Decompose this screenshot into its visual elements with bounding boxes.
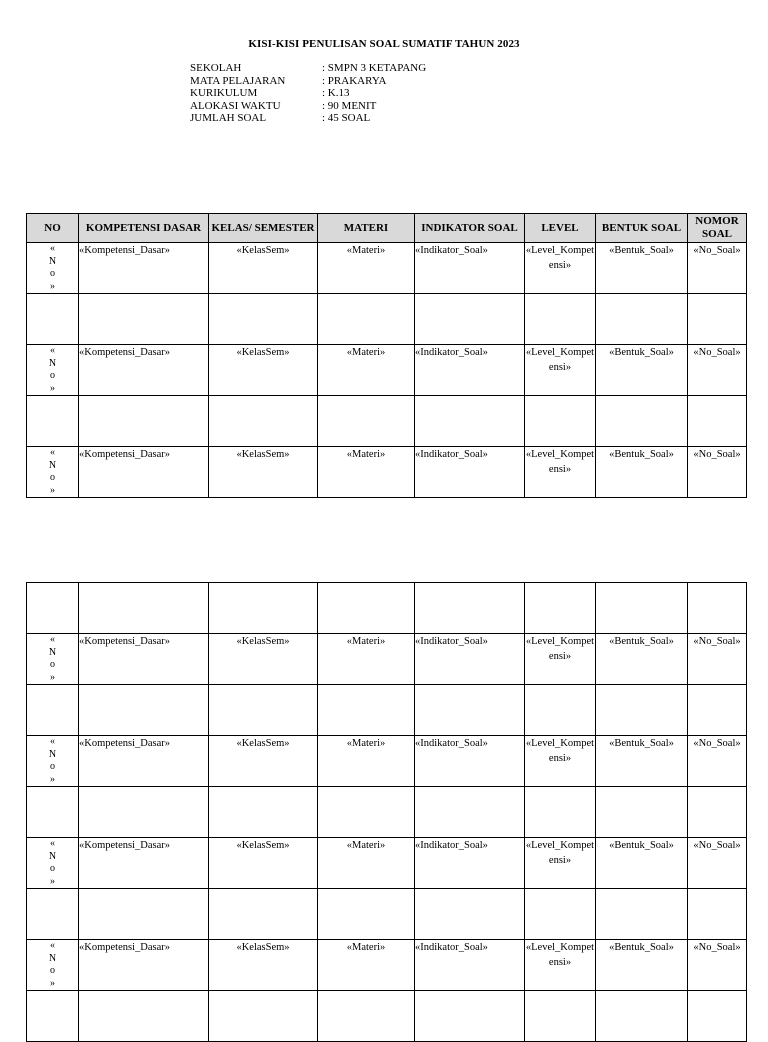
table-row-empty bbox=[27, 396, 747, 447]
cell-materi bbox=[318, 736, 415, 787]
cell-level-text: «Level_Kompetensi» bbox=[525, 840, 595, 866]
cell-level-text: «Level_Kompetensi» bbox=[525, 347, 595, 373]
cell-kompetensi-dasar bbox=[79, 345, 209, 396]
cell-indikator-soal-text: «Indikator_Soal» bbox=[415, 636, 488, 647]
header-indikator-soal: INDIKATOR SOAL bbox=[415, 214, 525, 243]
header-kelas-semester: KELAS/ SEMESTER bbox=[209, 214, 318, 243]
cell-kompetensi-dasar-text: «Kompetensi_Dasar» bbox=[79, 347, 170, 358]
cell-materi bbox=[318, 838, 415, 889]
cell-empty bbox=[79, 583, 209, 634]
cell-indikator-soal-text: «Indikator_Soal» bbox=[415, 840, 488, 851]
cell-no bbox=[27, 243, 79, 294]
cell-nomor-soal bbox=[688, 736, 747, 787]
cell-no-char: » bbox=[50, 671, 55, 683]
cell-empty bbox=[688, 396, 747, 447]
cell-indikator-soal bbox=[415, 634, 525, 685]
cell-level bbox=[525, 345, 596, 396]
cell-nomor-soal-text: «No_Soal» bbox=[693, 738, 741, 749]
cell-empty bbox=[318, 889, 415, 940]
cell-nomor-soal-text: «No_Soal» bbox=[693, 636, 741, 647]
cell-kompetensi-dasar-text: «Kompetensi_Dasar» bbox=[79, 636, 170, 647]
cell-empty bbox=[79, 685, 209, 736]
cell-empty bbox=[688, 294, 747, 345]
info-label: KURIKULUM bbox=[190, 87, 258, 99]
table-row bbox=[27, 838, 747, 889]
cell-no-char: « bbox=[50, 345, 55, 356]
cell-empty bbox=[415, 991, 525, 1042]
cell-empty bbox=[27, 583, 79, 634]
cell-no-char: N bbox=[48, 952, 57, 964]
cell-level bbox=[525, 634, 596, 685]
cell-indikator-soal bbox=[415, 243, 525, 294]
cell-empty bbox=[209, 991, 318, 1042]
cell-empty bbox=[318, 991, 415, 1042]
cell-kompetensi-dasar bbox=[79, 243, 209, 294]
cell-empty bbox=[318, 787, 415, 838]
cell-empty bbox=[79, 991, 209, 1042]
cell-no-char: » bbox=[50, 484, 55, 496]
header-materi: MATERI bbox=[318, 214, 415, 243]
kisi-kisi-table-page1 bbox=[26, 213, 747, 498]
cell-kelas-semester bbox=[209, 243, 318, 294]
cell-level bbox=[525, 940, 596, 991]
table-row bbox=[27, 447, 747, 498]
cell-no-char: N bbox=[48, 748, 57, 760]
cell-empty bbox=[525, 787, 596, 838]
cell-empty bbox=[27, 787, 79, 838]
cell-empty bbox=[318, 396, 415, 447]
cell-no-char: o bbox=[50, 370, 55, 381]
cell-kompetensi-dasar bbox=[79, 838, 209, 889]
cell-empty bbox=[209, 294, 318, 345]
cell-empty bbox=[209, 583, 318, 634]
cell-empty bbox=[27, 294, 79, 345]
table-row-empty bbox=[27, 991, 747, 1042]
cell-empty bbox=[209, 396, 318, 447]
cell-indikator-soal bbox=[415, 736, 525, 787]
info-value: : PRAKARYA bbox=[322, 74, 387, 87]
document-info bbox=[190, 62, 426, 125]
info-value: : 45 SOAL bbox=[322, 112, 371, 124]
cell-kompetensi-dasar bbox=[79, 447, 209, 498]
cell-materi-text: «Materi» bbox=[346, 245, 386, 256]
cell-kelas-semester-text: «KelasSem» bbox=[236, 942, 290, 953]
cell-empty bbox=[688, 889, 747, 940]
cell-empty bbox=[596, 396, 688, 447]
info-label: ALOKASI WAKTU bbox=[190, 99, 281, 112]
cell-bentuk-soal bbox=[596, 634, 688, 685]
cell-indikator-soal bbox=[415, 447, 525, 498]
cell-no-char: N bbox=[48, 850, 57, 862]
cell-materi-text: «Materi» bbox=[346, 636, 386, 647]
cell-empty bbox=[525, 583, 596, 634]
cell-materi-text: «Materi» bbox=[346, 840, 386, 851]
kisi-kisi-table-page2 bbox=[26, 582, 747, 1042]
cell-level-text: «Level_Kompetensi» bbox=[525, 738, 595, 764]
cell-level bbox=[525, 736, 596, 787]
cell-empty bbox=[318, 685, 415, 736]
cell-no-char: N bbox=[48, 646, 57, 658]
cell-no-char: » bbox=[50, 382, 55, 394]
cell-empty bbox=[318, 583, 415, 634]
info-row-alokasi-waktu bbox=[190, 100, 426, 113]
cell-no-char: N bbox=[48, 357, 57, 369]
table-row bbox=[27, 345, 747, 396]
cell-kompetensi-dasar-text: «Kompetensi_Dasar» bbox=[79, 840, 170, 851]
cell-no bbox=[27, 736, 79, 787]
cell-kelas-semester-text: «KelasSem» bbox=[236, 840, 290, 851]
info-value: : K.13 bbox=[322, 87, 350, 99]
cell-materi-text: «Materi» bbox=[346, 942, 386, 953]
cell-empty bbox=[79, 787, 209, 838]
table-row-empty bbox=[27, 294, 747, 345]
cell-nomor-soal bbox=[688, 345, 747, 396]
cell-kelas-semester bbox=[209, 345, 318, 396]
cell-materi bbox=[318, 345, 415, 396]
table-row bbox=[27, 736, 747, 787]
table-row-empty bbox=[27, 685, 747, 736]
cell-no-char: o bbox=[50, 863, 55, 874]
header-nomor-soal: NOMOR SOAL bbox=[688, 214, 747, 243]
cell-empty bbox=[688, 991, 747, 1042]
cell-nomor-soal-text: «No_Soal» bbox=[693, 245, 741, 256]
cell-kelas-semester bbox=[209, 447, 318, 498]
table-row-empty bbox=[27, 583, 747, 634]
cell-bentuk-soal bbox=[596, 940, 688, 991]
cell-empty bbox=[79, 294, 209, 345]
cell-empty bbox=[525, 685, 596, 736]
cell-no-char: « bbox=[50, 634, 55, 645]
info-row-kurikulum bbox=[190, 87, 426, 100]
table-row bbox=[27, 243, 747, 294]
cell-kelas-semester-text: «KelasSem» bbox=[236, 347, 290, 358]
cell-empty bbox=[688, 583, 747, 634]
document-title: KISI-KISI PENULISAN SOAL SUMATIF TAHUN 2023 bbox=[248, 38, 520, 50]
table-row-empty bbox=[27, 787, 747, 838]
cell-empty bbox=[27, 889, 79, 940]
cell-no-char: N bbox=[48, 459, 57, 471]
cell-kompetensi-dasar-text: «Kompetensi_Dasar» bbox=[79, 738, 170, 749]
cell-empty bbox=[525, 991, 596, 1042]
cell-indikator-soal-text: «Indikator_Soal» bbox=[415, 245, 488, 256]
cell-materi bbox=[318, 940, 415, 991]
cell-indikator-soal bbox=[415, 940, 525, 991]
cell-empty bbox=[596, 685, 688, 736]
cell-bentuk-soal bbox=[596, 838, 688, 889]
cell-no-char: » bbox=[50, 977, 55, 989]
cell-no-char: « bbox=[50, 838, 55, 849]
cell-level bbox=[525, 447, 596, 498]
cell-materi bbox=[318, 243, 415, 294]
cell-bentuk-soal bbox=[596, 447, 688, 498]
cell-no-char: » bbox=[50, 280, 55, 292]
cell-no-char: o bbox=[50, 268, 55, 279]
cell-indikator-soal-text: «Indikator_Soal» bbox=[415, 347, 488, 358]
cell-no bbox=[27, 634, 79, 685]
cell-materi-text: «Materi» bbox=[346, 738, 386, 749]
cell-empty bbox=[415, 294, 525, 345]
cell-nomor-soal-text: «No_Soal» bbox=[693, 840, 741, 851]
cell-kelas-semester bbox=[209, 736, 318, 787]
cell-empty bbox=[415, 583, 525, 634]
cell-kelas-semester-text: «KelasSem» bbox=[236, 636, 290, 647]
cell-no-char: N bbox=[48, 255, 57, 267]
table-row bbox=[27, 940, 747, 991]
cell-indikator-soal bbox=[415, 838, 525, 889]
cell-no-char: « bbox=[50, 736, 55, 747]
cell-bentuk-soal-text: «Bentuk_Soal» bbox=[609, 245, 674, 256]
table-row bbox=[27, 634, 747, 685]
cell-empty bbox=[415, 787, 525, 838]
cell-bentuk-soal bbox=[596, 345, 688, 396]
table-row-empty bbox=[27, 889, 747, 940]
cell-empty bbox=[415, 396, 525, 447]
cell-no-char: « bbox=[50, 447, 55, 458]
cell-nomor-soal-text: «No_Soal» bbox=[693, 347, 741, 358]
cell-nomor-soal-text: «No_Soal» bbox=[693, 449, 741, 460]
cell-kompetensi-dasar-text: «Kompetensi_Dasar» bbox=[79, 942, 170, 953]
info-value: : 90 MENIT bbox=[322, 99, 377, 112]
cell-materi bbox=[318, 447, 415, 498]
cell-no bbox=[27, 940, 79, 991]
info-row-jumlah-soal bbox=[190, 112, 426, 125]
cell-no-char: o bbox=[50, 659, 55, 670]
cell-indikator-soal-text: «Indikator_Soal» bbox=[415, 738, 488, 749]
cell-empty bbox=[596, 583, 688, 634]
cell-no-char: « bbox=[50, 940, 55, 951]
cell-indikator-soal-text: «Indikator_Soal» bbox=[415, 449, 488, 460]
cell-kompetensi-dasar bbox=[79, 634, 209, 685]
cell-nomor-soal bbox=[688, 447, 747, 498]
cell-kelas-semester-text: «KelasSem» bbox=[236, 738, 290, 749]
cell-kelas-semester bbox=[209, 634, 318, 685]
cell-no-char: o bbox=[50, 965, 55, 976]
cell-indikator-soal bbox=[415, 345, 525, 396]
header-kompetensi-dasar: KOMPETENSI DASAR bbox=[79, 214, 209, 243]
info-row-sekolah bbox=[190, 62, 426, 75]
cell-empty bbox=[318, 294, 415, 345]
cell-no-char: » bbox=[50, 773, 55, 785]
cell-kelas-semester bbox=[209, 940, 318, 991]
table-body-page2 bbox=[27, 583, 747, 1042]
cell-level-text: «Level_Kompetensi» bbox=[525, 449, 595, 475]
cell-nomor-soal-text: «No_Soal» bbox=[693, 942, 741, 953]
cell-no-char: » bbox=[50, 875, 55, 887]
cell-no-char: « bbox=[50, 243, 55, 254]
cell-kompetensi-dasar-text: «Kompetensi_Dasar» bbox=[79, 449, 170, 460]
header-no: NO bbox=[27, 214, 79, 243]
cell-bentuk-soal-text: «Bentuk_Soal» bbox=[609, 840, 674, 851]
cell-empty bbox=[688, 787, 747, 838]
cell-empty bbox=[596, 889, 688, 940]
header-level: LEVEL bbox=[525, 214, 596, 243]
cell-level bbox=[525, 838, 596, 889]
cell-empty bbox=[209, 685, 318, 736]
cell-empty bbox=[525, 294, 596, 345]
cell-indikator-soal-text: «Indikator_Soal» bbox=[415, 942, 488, 953]
cell-no bbox=[27, 447, 79, 498]
cell-nomor-soal bbox=[688, 838, 747, 889]
cell-no-char: o bbox=[50, 761, 55, 772]
cell-level bbox=[525, 243, 596, 294]
cell-empty bbox=[525, 889, 596, 940]
cell-empty bbox=[27, 396, 79, 447]
cell-no bbox=[27, 345, 79, 396]
cell-bentuk-soal bbox=[596, 736, 688, 787]
cell-bentuk-soal-text: «Bentuk_Soal» bbox=[609, 636, 674, 647]
cell-empty bbox=[415, 889, 525, 940]
cell-level-text: «Level_Kompetensi» bbox=[525, 636, 595, 662]
cell-no bbox=[27, 838, 79, 889]
cell-empty bbox=[688, 685, 747, 736]
cell-nomor-soal bbox=[688, 940, 747, 991]
table-body-page1 bbox=[27, 243, 747, 498]
cell-level-text: «Level_Kompetensi» bbox=[525, 245, 595, 271]
cell-materi-text: «Materi» bbox=[346, 449, 386, 460]
cell-kelas-semester-text: «KelasSem» bbox=[236, 245, 290, 256]
cell-empty bbox=[209, 787, 318, 838]
cell-bentuk-soal-text: «Bentuk_Soal» bbox=[609, 347, 674, 358]
cell-empty bbox=[525, 396, 596, 447]
cell-empty bbox=[596, 991, 688, 1042]
cell-empty bbox=[209, 889, 318, 940]
cell-nomor-soal bbox=[688, 243, 747, 294]
cell-bentuk-soal bbox=[596, 243, 688, 294]
cell-empty bbox=[415, 685, 525, 736]
cell-empty bbox=[79, 396, 209, 447]
cell-bentuk-soal-text: «Bentuk_Soal» bbox=[609, 942, 674, 953]
cell-empty bbox=[596, 787, 688, 838]
cell-no-char: o bbox=[50, 472, 55, 483]
cell-level-text: «Level_Kompetensi» bbox=[525, 942, 595, 968]
info-label: MATA PELAJARAN bbox=[190, 74, 286, 87]
cell-empty bbox=[79, 889, 209, 940]
cell-kompetensi-dasar bbox=[79, 736, 209, 787]
info-row-mata-pelajaran bbox=[190, 75, 426, 88]
cell-kompetensi-dasar-text: «Kompetensi_Dasar» bbox=[79, 245, 170, 256]
header-bentuk-soal: BENTUK SOAL bbox=[596, 214, 688, 243]
info-label: SEKOLAH bbox=[190, 62, 242, 74]
cell-empty bbox=[27, 991, 79, 1042]
cell-nomor-soal bbox=[688, 634, 747, 685]
cell-bentuk-soal-text: «Bentuk_Soal» bbox=[609, 449, 674, 460]
cell-empty bbox=[596, 294, 688, 345]
cell-materi bbox=[318, 634, 415, 685]
cell-kelas-semester bbox=[209, 838, 318, 889]
cell-kompetensi-dasar bbox=[79, 940, 209, 991]
cell-kelas-semester-text: «KelasSem» bbox=[236, 449, 290, 460]
info-label: JUMLAH SOAL bbox=[190, 112, 267, 124]
cell-materi-text: «Materi» bbox=[346, 347, 386, 358]
cell-bentuk-soal-text: «Bentuk_Soal» bbox=[609, 738, 674, 749]
table-header-row bbox=[27, 214, 747, 243]
info-value: : SMPN 3 KETAPANG bbox=[322, 62, 427, 74]
cell-empty bbox=[27, 685, 79, 736]
